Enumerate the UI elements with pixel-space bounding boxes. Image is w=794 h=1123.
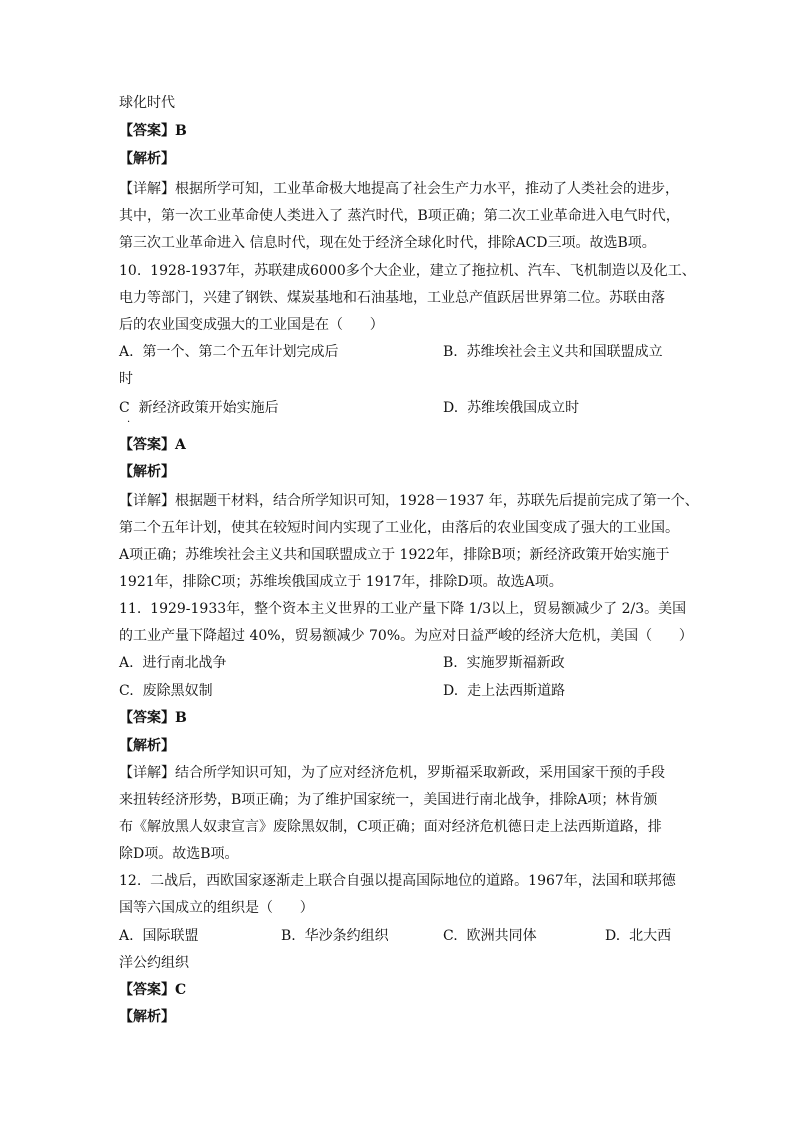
option-c: C. 废除黑奴制 (119, 683, 213, 699)
text-line: 除D项。故选B项。 (119, 846, 239, 862)
dot-mark: · (127, 417, 131, 428)
question-10: 10. 1928-1937年，苏联建成6000多个大企业，建立了拖拉机、汽车、飞机制造以及化工、 (119, 263, 696, 279)
answer-label: 【答案】C (119, 982, 187, 998)
detail-text: 【详解】结合所学知识可知，为了应对经济危机，罗斯福采取新政，采用国家干预的手段 (119, 765, 665, 781)
text-line: 时 (119, 371, 133, 387)
analysis-label: 【解析】 (119, 738, 175, 754)
answer-label: 【答案】B (119, 710, 187, 726)
option-a: A. 第一个、第二个五年计划完成后 (119, 344, 339, 360)
analysis-label: 【解析】 (119, 1009, 175, 1025)
option-b: B. 实施罗斯福新政 (443, 655, 565, 671)
option-a: A. 进行南北战争 (119, 655, 227, 671)
answer-label: 【答案】A (119, 437, 186, 453)
text-line: 布《解放黑人奴隶宣言》废除黑奴制，C项正确；面对经济危机德日走上法西斯道路，排 (119, 819, 662, 835)
text-line: 电力等部门，兴建了钢铁、煤炭基地和石油基地，工业总产值跃居世界第二位。苏联由落 (119, 290, 665, 306)
text-line: 1921年，排除C项；苏维埃俄国成立于 1917年，排除D项。故选A项。 (119, 574, 563, 590)
question-12: 12. 二战后，西欧国家逐渐走上联合自强以提高国际地位的道路。1967年，法国和联邦德 (119, 873, 676, 889)
text-line: 洋公约组织 (119, 955, 189, 971)
analysis-label: 【解析】 (119, 151, 175, 167)
text-line: 的工业产量下降超过 40%，贸易额减少 70%。为应对日益严峻的经济大危机，美国（ ） (119, 628, 693, 644)
option-d: D. 苏维埃俄国成立时 (443, 400, 580, 416)
answer-label: 【答案】B (119, 123, 187, 139)
option-d: D. 走上法西斯道路 (443, 683, 566, 699)
text-line: 其中，第一次工业革命使人类进入了 蒸汽时代，B项正确；第二次工业革命进入电气时代， (119, 208, 680, 224)
option-c: C 新经济政策开始实施后 (119, 400, 279, 416)
option-a: A. 国际联盟 (119, 928, 199, 944)
text-line: 第三次工业革命进入 信息时代，现在处于经济全球化时代，排除ACD三项。故选B项。 (119, 235, 656, 251)
text-line: 国等六国成立的组织是（ ） (119, 900, 314, 916)
option-c: C. 欧洲共同体 (443, 928, 537, 944)
option-b: B. 华沙条约组织 (281, 928, 389, 944)
option-d: D. 北大西 (605, 928, 672, 944)
text-line: 后的农业国变成强大的工业国是在（ ） (119, 317, 384, 333)
option-b: B. 苏维埃社会主义共和国联盟成立 (443, 344, 663, 360)
text-line: 来扭转经济形势，B项正确；为了维护国家统一，美国进行南北战争，排除A项；林肯颁 (119, 792, 658, 808)
detail-text: 【详解】根据所学可知，工业革命极大地提高了社会生产力水平，推动了人类社会的进步， (119, 181, 679, 197)
detail-text: 【详解】根据题干材料，结合所学知识可知，1928－1937 年，苏联先后提前完成了第一个、 (119, 493, 699, 509)
question-11: 11. 1929-1933年，整个资本主义世界的工业产量下降 1/3以上，贸易额减少了 2/3。美国 (119, 601, 687, 617)
text-line: 球化时代 (119, 95, 175, 111)
analysis-label: 【解析】 (119, 464, 175, 480)
text-line: 第二个五年计划，使其在较短时间内实现了工业化，由落后的农业国变成了强大的工业国。 (119, 520, 679, 536)
text-line: A项正确；苏维埃社会主义共和国联盟成立于 1922年，排除B项；新经济政策开始实施于 (119, 547, 670, 563)
